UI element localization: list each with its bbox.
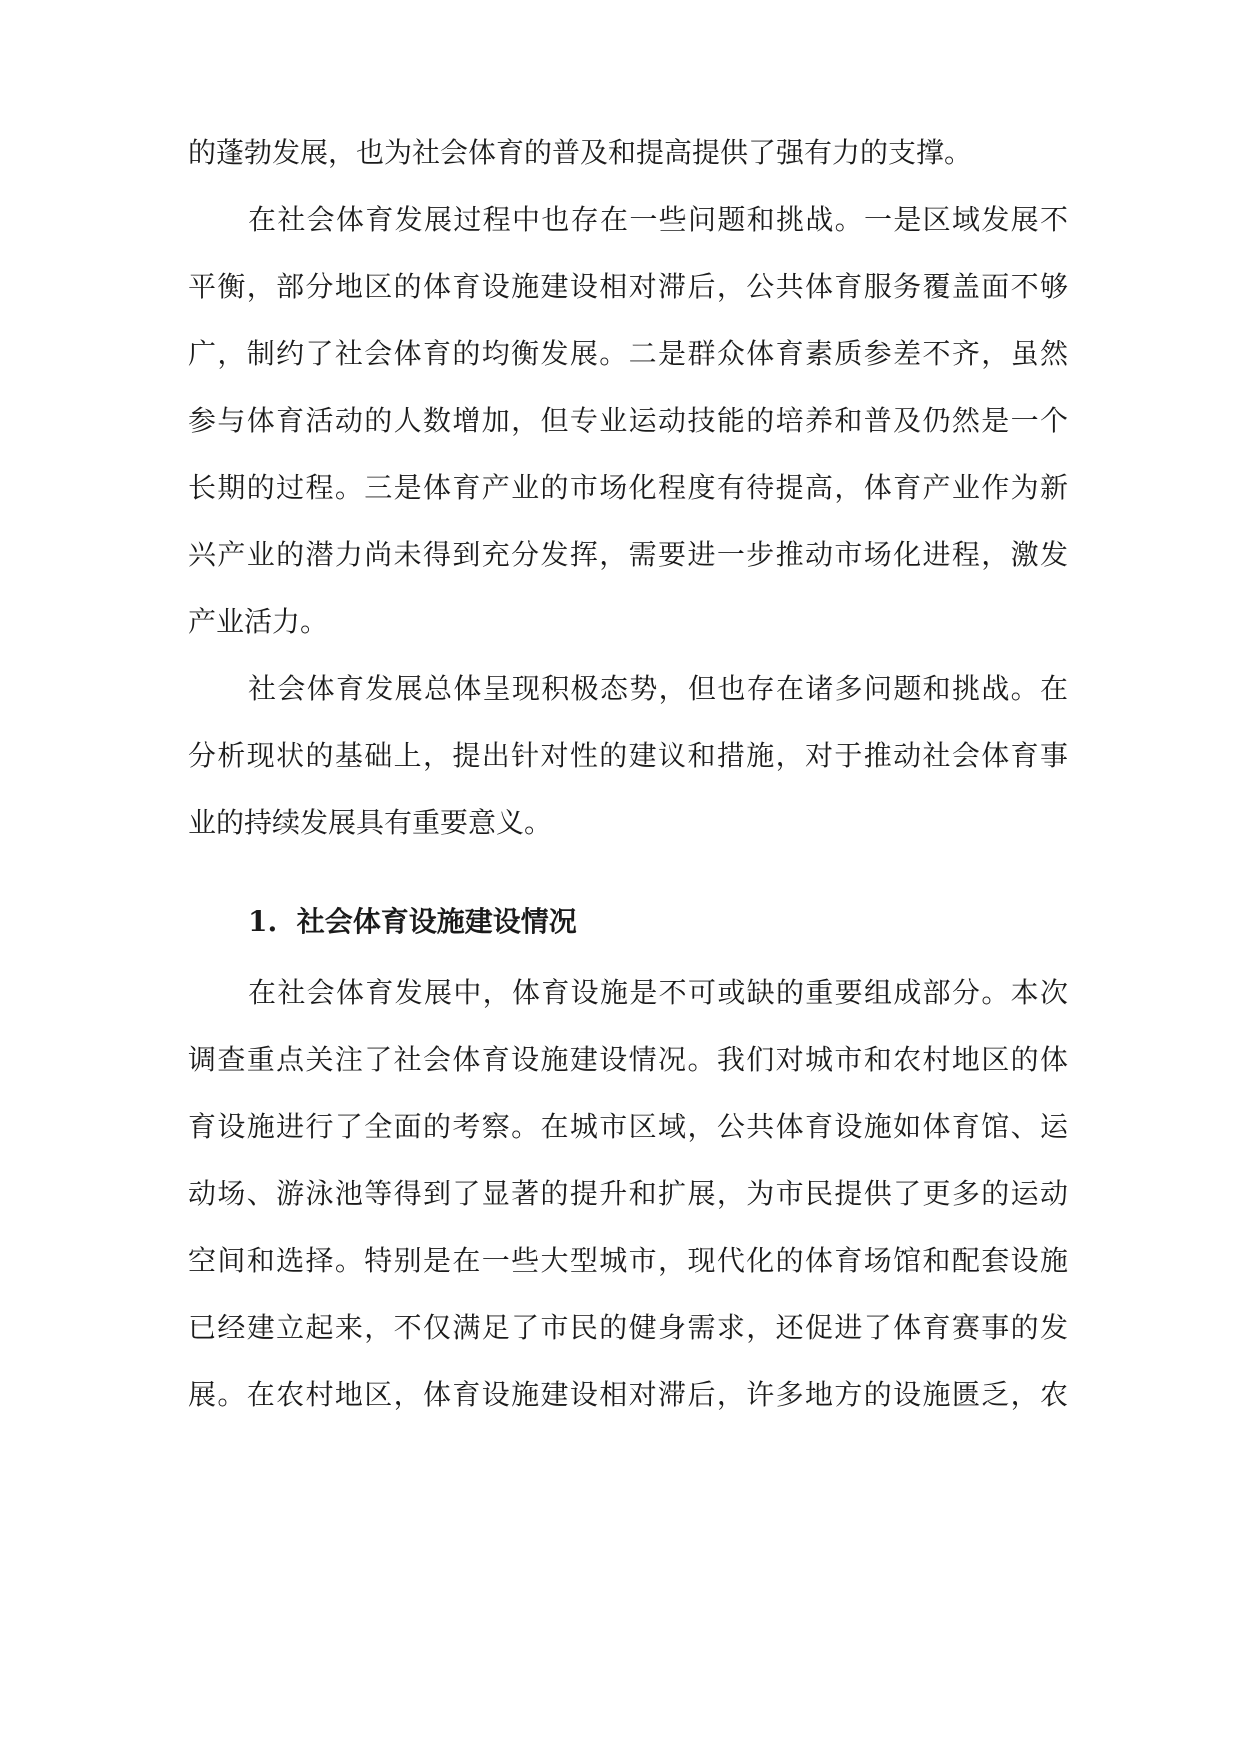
- section-number: 1.: [248, 905, 278, 938]
- paragraph-line: 调查重点关注了社会体育设施建设情况。我们对城市和农村地区的体: [188, 1043, 1068, 1076]
- paragraph-line: 已经建立起来，不仅满足了市民的健身需求，还促进了体育赛事的发: [188, 1311, 1068, 1344]
- paragraph-line: 育设施进行了全面的考察。在城市区域，公共体育设施如体育馆、运: [188, 1110, 1068, 1143]
- paragraph-line: 分析现状的基础上，提出针对性的建议和措施，对于推动社会体育事: [188, 739, 1068, 772]
- paragraph-line: 在社会体育发展过程中也存在一些问题和挑战。一是区域发展不: [248, 203, 1068, 236]
- section-heading: [248, 897, 1048, 947]
- paragraph-line: 参与体育活动的人数增加，但专业运动技能的培养和普及仍然是一个: [188, 404, 1068, 437]
- paragraph-line: 在社会体育发展中，体育设施是不可或缺的重要组成部分。本次: [248, 976, 1068, 1009]
- paragraph-line: 展。在农村地区，体育设施建设相对滞后，许多地方的设施匮乏，农: [188, 1378, 1068, 1411]
- paragraph-line: 广，制约了社会体育的均衡发展。二是群众体育素质参差不齐，虽然: [188, 337, 1068, 370]
- paragraph-line: 动场、游泳池等得到了显著的提升和扩展，为市民提供了更多的运动: [188, 1177, 1068, 1210]
- paragraph-line: 平衡，部分地区的体育设施建设相对滞后，公共体育服务覆盖面不够: [188, 270, 1068, 303]
- paragraph-line: 兴产业的潜力尚未得到充分发挥，需要进一步推动市场化进程，激发: [188, 538, 1068, 571]
- paragraph-line: 的蓬勃发展，也为社会体育的普及和提高提供了强有力的支撑。: [188, 136, 973, 169]
- paragraph-line: 业的持续发展具有重要意义。: [188, 806, 553, 839]
- paragraph-line: 社会体育发展总体呈现积极态势，但也存在诸多问题和挑战。在: [248, 672, 1068, 705]
- paragraph-line: 长期的过程。三是体育产业的市场化程度有待提高，体育产业作为新: [188, 471, 1068, 504]
- section-title: 社会体育设施建设情况: [296, 905, 577, 938]
- paragraph-line: 空间和选择。特别是在一些大型城市，现代化的体育场馆和配套设施: [188, 1244, 1068, 1277]
- paragraph-line: 产业活力。: [188, 605, 329, 638]
